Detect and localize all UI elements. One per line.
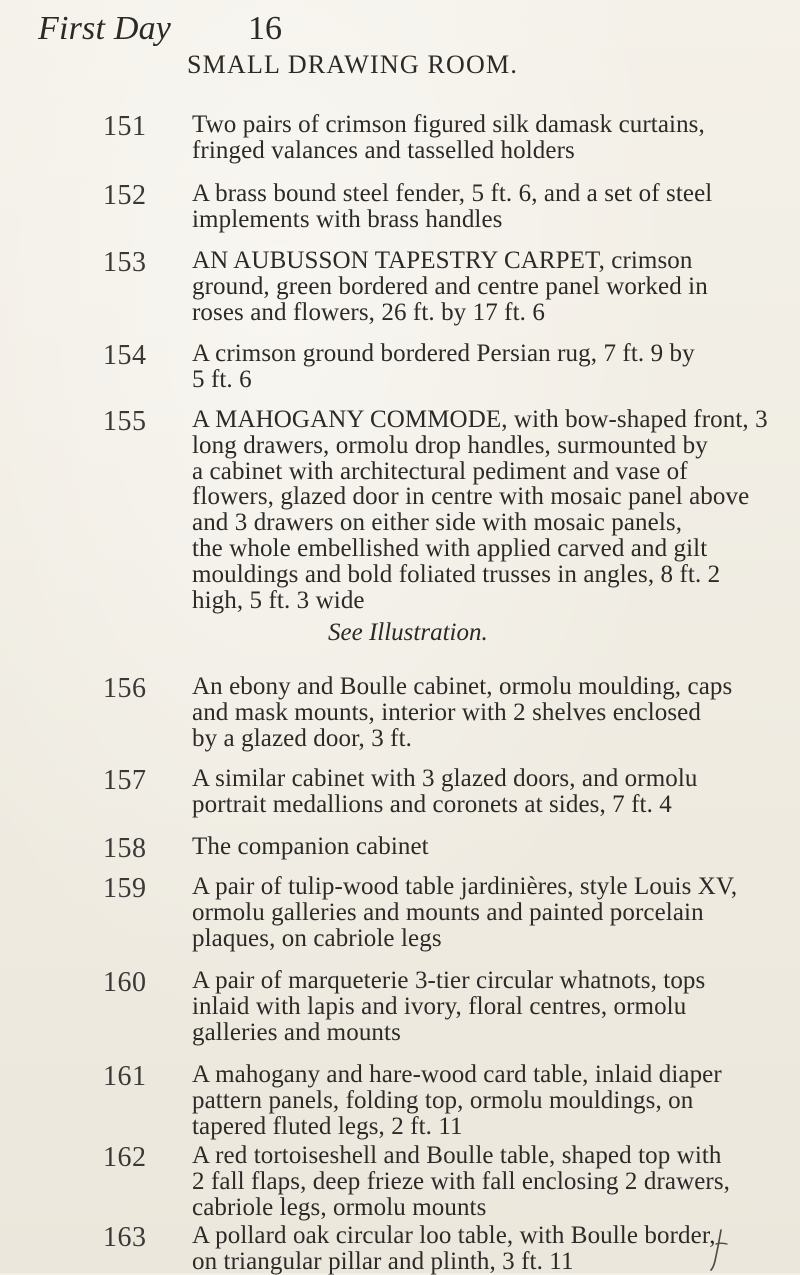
section-title: SMALL DRAWING ROOM. xyxy=(187,50,519,79)
lot-number: 158 xyxy=(103,833,147,864)
lot-number: 155 xyxy=(103,406,147,437)
lot-number: 154 xyxy=(103,340,147,371)
lot-description: A pollard oak circular loo table, with Boulle border, on triangular pillar and plinth, 3 ft. 11 xyxy=(192,1222,716,1275)
lot-description: An ebony and Boulle cabinet, ormolu moulding, caps and mask mounts, interior with 2 shelves enclosed by a glazed door, 3 ft. xyxy=(192,673,733,752)
lot-number: 151 xyxy=(103,111,147,142)
lot-description: A crimson ground bordered Persian rug, 7 ft. 9 by 5 ft. 6 xyxy=(192,340,695,393)
running-title: First Day xyxy=(38,10,172,47)
lot-description: A similar cabinet with 3 glazed doors, and ormolu portrait medallions and coronets at sides, 7 ft. 4 xyxy=(192,765,698,818)
lot-description: A pair of tulip-wood table jardinières, style Louis XV, ormolu galleries and mounts and painted porcelain plaques, on cabriole legs xyxy=(192,873,738,952)
lot-description: Two pairs of crimson figured silk damask curtains, fringed valances and tasselled holders xyxy=(192,111,705,164)
page-header xyxy=(38,10,778,52)
page-number: 16 xyxy=(248,10,282,47)
lot-number: 156 xyxy=(103,673,147,704)
lot-description: A red tortoiseshell and Boulle table, shaped top with 2 fall flaps, deep frieze with fall enclosing 2 drawers, cabriole legs, ormolu mounts xyxy=(192,1142,731,1221)
lot-number: 157 xyxy=(103,765,147,796)
lot-number: 153 xyxy=(103,247,147,278)
lot-description: AN AUBUSSON TAPESTRY CARPET, crimson ground, green bordered and centre panel worked in roses and flowers, 26 ft. by 17 ft. 6 xyxy=(192,247,708,326)
lot-description: A brass bound steel fender, 5 ft. 6, and a set of steel implements with brass handles xyxy=(192,180,713,233)
lot-number: 163 xyxy=(103,1222,147,1253)
lot-number: 160 xyxy=(103,967,147,998)
lot-number: 161 xyxy=(103,1061,147,1092)
lot-number: 152 xyxy=(103,180,147,211)
illustration-note: See Illustration. xyxy=(328,619,488,646)
lot-description: A pair of marqueterie 3-tier circular whatnots, tops inlaid with lapis and ivory, floral centres, ormolu galleries and mounts xyxy=(192,967,706,1046)
lot-description: The companion cabinet xyxy=(192,833,429,860)
pencil-annotation-mark xyxy=(705,1228,733,1272)
lot-description: A mahogany and hare-wood card table, inlaid diaper pattern panels, folding top, ormolu mouldings, on tapered fluted legs, 2 ft. 11 xyxy=(192,1061,722,1140)
lot-number: 159 xyxy=(103,873,147,904)
lot-description: A MAHOGANY COMMODE, with bow-shaped front, 3 long drawers, ormolu drop handles, surmounted by a cabinet with architectural pediment and vase of flowers, glazed door in centre with mosaic panel above and 3 drawers on either side with mosaic panels, the whole embellished with applied carved and gilt mouldings and bold foliated trusses in angles, 8 ft. 2 high, 5 ft. 3 wide xyxy=(192,406,768,614)
lot-number: 162 xyxy=(103,1142,147,1173)
